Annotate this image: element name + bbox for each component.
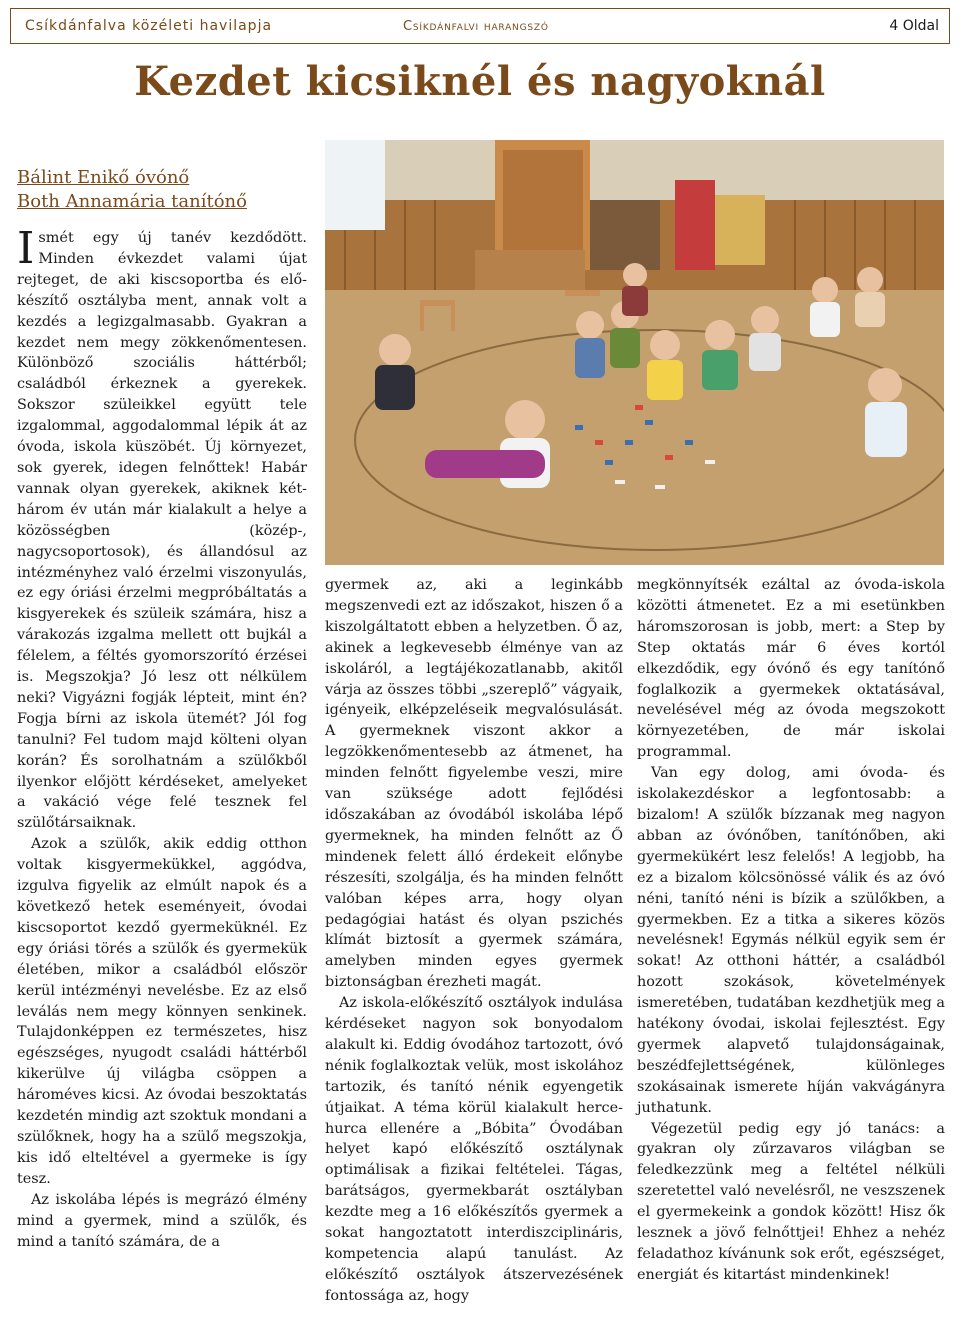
publication-name: Csíkdánfalvi harangszó [403,19,549,34]
paragraph-2: Van egy dolog, ami óvoda- és iskolakezdéskor a legfontosabb: a bizalom! A szülők bízzanak meg nagyon abban az óvónőben, tanítónőben, aki gyermekükért lesz felelős! A legjobb, ha ez a bizalom kölcsönössé válik és az óvó néni, tanító néni is bízik a szülőkben, a gyermekben. Ez a titka a sikeres közös nevelésnek! Egymás nélkül egyik sem ér sokat! Az otthoni háttér, a családból hozott szokások, követelmények ismeretében, tudatában kezdhetjük meg a hatékony óvodai, iskolai fejlesztést. Egy gyermek alapvető tulajdonságainak, beszédfejlettségének, különleges szokásainak ismerete híján vakvágányra juthatunk. [637,765,945,1116]
paragraph-2: Az iskola-előkészítő osztályok indulása kérdéseket nagyon sok bonyodalom alakult ki. Eddig óvodához tartozott, óvó nénik foglalkoztak velük, most iskolához tartozik, és tanító nénik egyengetik útjaikat. A téma körül kialakult herce-hurca ellenére a „Bóbita” Óvodában helyet kapó előkészítő osztálynak optimálisak a fizikai feltételei. Tágas, barátságos, gyermekbarát osztályban kezdte meg a 16 előkészítős gyermek a sokat hangoztatott interdiszciplináris, kompetencia alapú tanulást. Az előkészítő osztályok átszervezésének fontossága az, hogy [325,995,623,1304]
paragraph-1-text: smét egy új tanév kezdődött. Minden évkezdet valami újat rejteget, de aki kiscsoportba és előkészítő osztályba ment, annak volt a kezdés a legizgalmasabb. Gyakran a kezdet nem megy zökkenőmentesen. Különböző szociális háttérből; családból érkeznek a gyerekek. Sokszor szüleikkel együtt tele izgalommal, aggodalommal lépik át az óvoda, iskola küszöbét. Új környezet, sok gyerek, idegen felnőttek! Habár vannak olyan gyerekek, akiknek két-három év után már kialakult a helye a közösségben (közép-, nagycsoportosok), és állandósul az intézményhez való érzelmi viszonyulás, ez egy óriási érzelmi megpróbáltatás a kisgyerekek és szüleik számára, hisz a várakozás izgalma mellett ott bujkál a félelem, a féltés gyomorszorító érzései is. Megszokja? Jó lesz ott nélkülem neki? Vigyázni fogják lépteit, mint én? Fogja bírni az iskola ütemét? Jól fog tanulni? Fel tudom majd költeni olyan korán? És sorolhatnám a szülőkből ilyenkor előjött kérdéseket, amelyeket a vakáció vége felé tesznek fel szülőtársaiknak. [17,230,307,832]
author-2: Both Annamária tanítónő [17,191,247,212]
classroom-photo-illustration [325,140,944,565]
paragraph-1: megkönnyítsék ezáltal az óvoda-iskola közötti átmenetet. Ez a mi esetünkben háromszorosan is jobb, mert: a Step by Step oktatás már 6 éves kortól elkezdődik, egy óvónő és egy tanítónő foglalkozik a gyermekek oktatásával, nevelésével még az óvoda megszokott környezetében, de már iskolai programmal. [637,577,945,761]
article-title: Kezdet kicsiknél és nagyoknál [134,58,826,105]
paragraph-3: Végezetül pedig egy jó tanács: a gyakran oly zűrzavaros világban se feledkezzünk meg a feltétel nélküli szeretettel való nevelésről, ne veszszenek el gyermekeink a gondok között! Hisz ők lesznek a jövő felnőttjei! Ehhez a nehéz feladathoz kívánunk sok erőt, egészséget, energiát és kitartást mindenkinek! [637,1120,945,1283]
publication-tagline: Csíkdánfalva közéleti havilapja [25,18,273,34]
paragraph-2: Azok a szülők, akik eddig otthon voltak kisgyermekükkel, aggódva, izgulva figyelik az elmúlt napok és a következő hetek eseményeit, óvodai kiscsoportot kezdő gyermeküknél. Ez egy óriási törés a szülők és gyermekük életében, mikor a családból először kerül intézményi nevelésbe. Ez az első leválás nem megy könnyen senkinek. Tulajdonképpen ez természetes, hisz egészséges, nyugodt családi háttérből kikerülve új világba csöppen a hároméves kicsi. Az óvodai beszoktatás kezdetén mindig azt szoktuk mondani a szülőknek, hogy ha a szülő megszokja, kis idő elteltével a gyermeke is így tesz. [17,836,307,1187]
text-column-1 [17,223,307,1252]
article-authors [17,166,247,214]
paragraph-1 [17,223,307,834]
text-column-3 [637,575,945,1286]
running-header [10,8,950,44]
paragraph-1: gyermek az, aki a leginkább megszenvedi ezt az időszakot, hiszen ő a kiszolgáltatott ebben a helyzetben. Ő az, akinek a legkevesebb élménye van az iskoláról, a legtájékozatlanabb, akitől várja az összes többi „szereplő” vágyaik, igényeik, elképzeléseik megvalósulását. A gyermeknek viszont akkor a legzökkenőmentesebb az átmenet, ha minden felnőtt figyelembe veszi, mire van szüksége adott fejlődési időszakában az óvodából iskolába lépő gyermeknek, ha minden felnőtt az Ő mindenek felett álló érdekeit előnybe részesíti, szolgálja, és ha minden felnőtt valóban képes arra, hogy olyan pedagógiai hatást és olyan pszichés klímát biztosít a gyermek számára, amelyben minden egyes gyermek biztonságban érezheti magát. [325,577,623,991]
drop-cap: I [17,223,35,274]
page-number: 4 Oldal [889,18,939,34]
author-1: Bálint Enikő óvónő [17,167,190,188]
classroom-photo [325,140,944,565]
text-column-2 [325,575,623,1307]
paragraph-3: Az iskolába lépés is megrázó élmény mind a gyermek, mind a szülők, és mind a tanító számára, de a [17,1191,307,1250]
